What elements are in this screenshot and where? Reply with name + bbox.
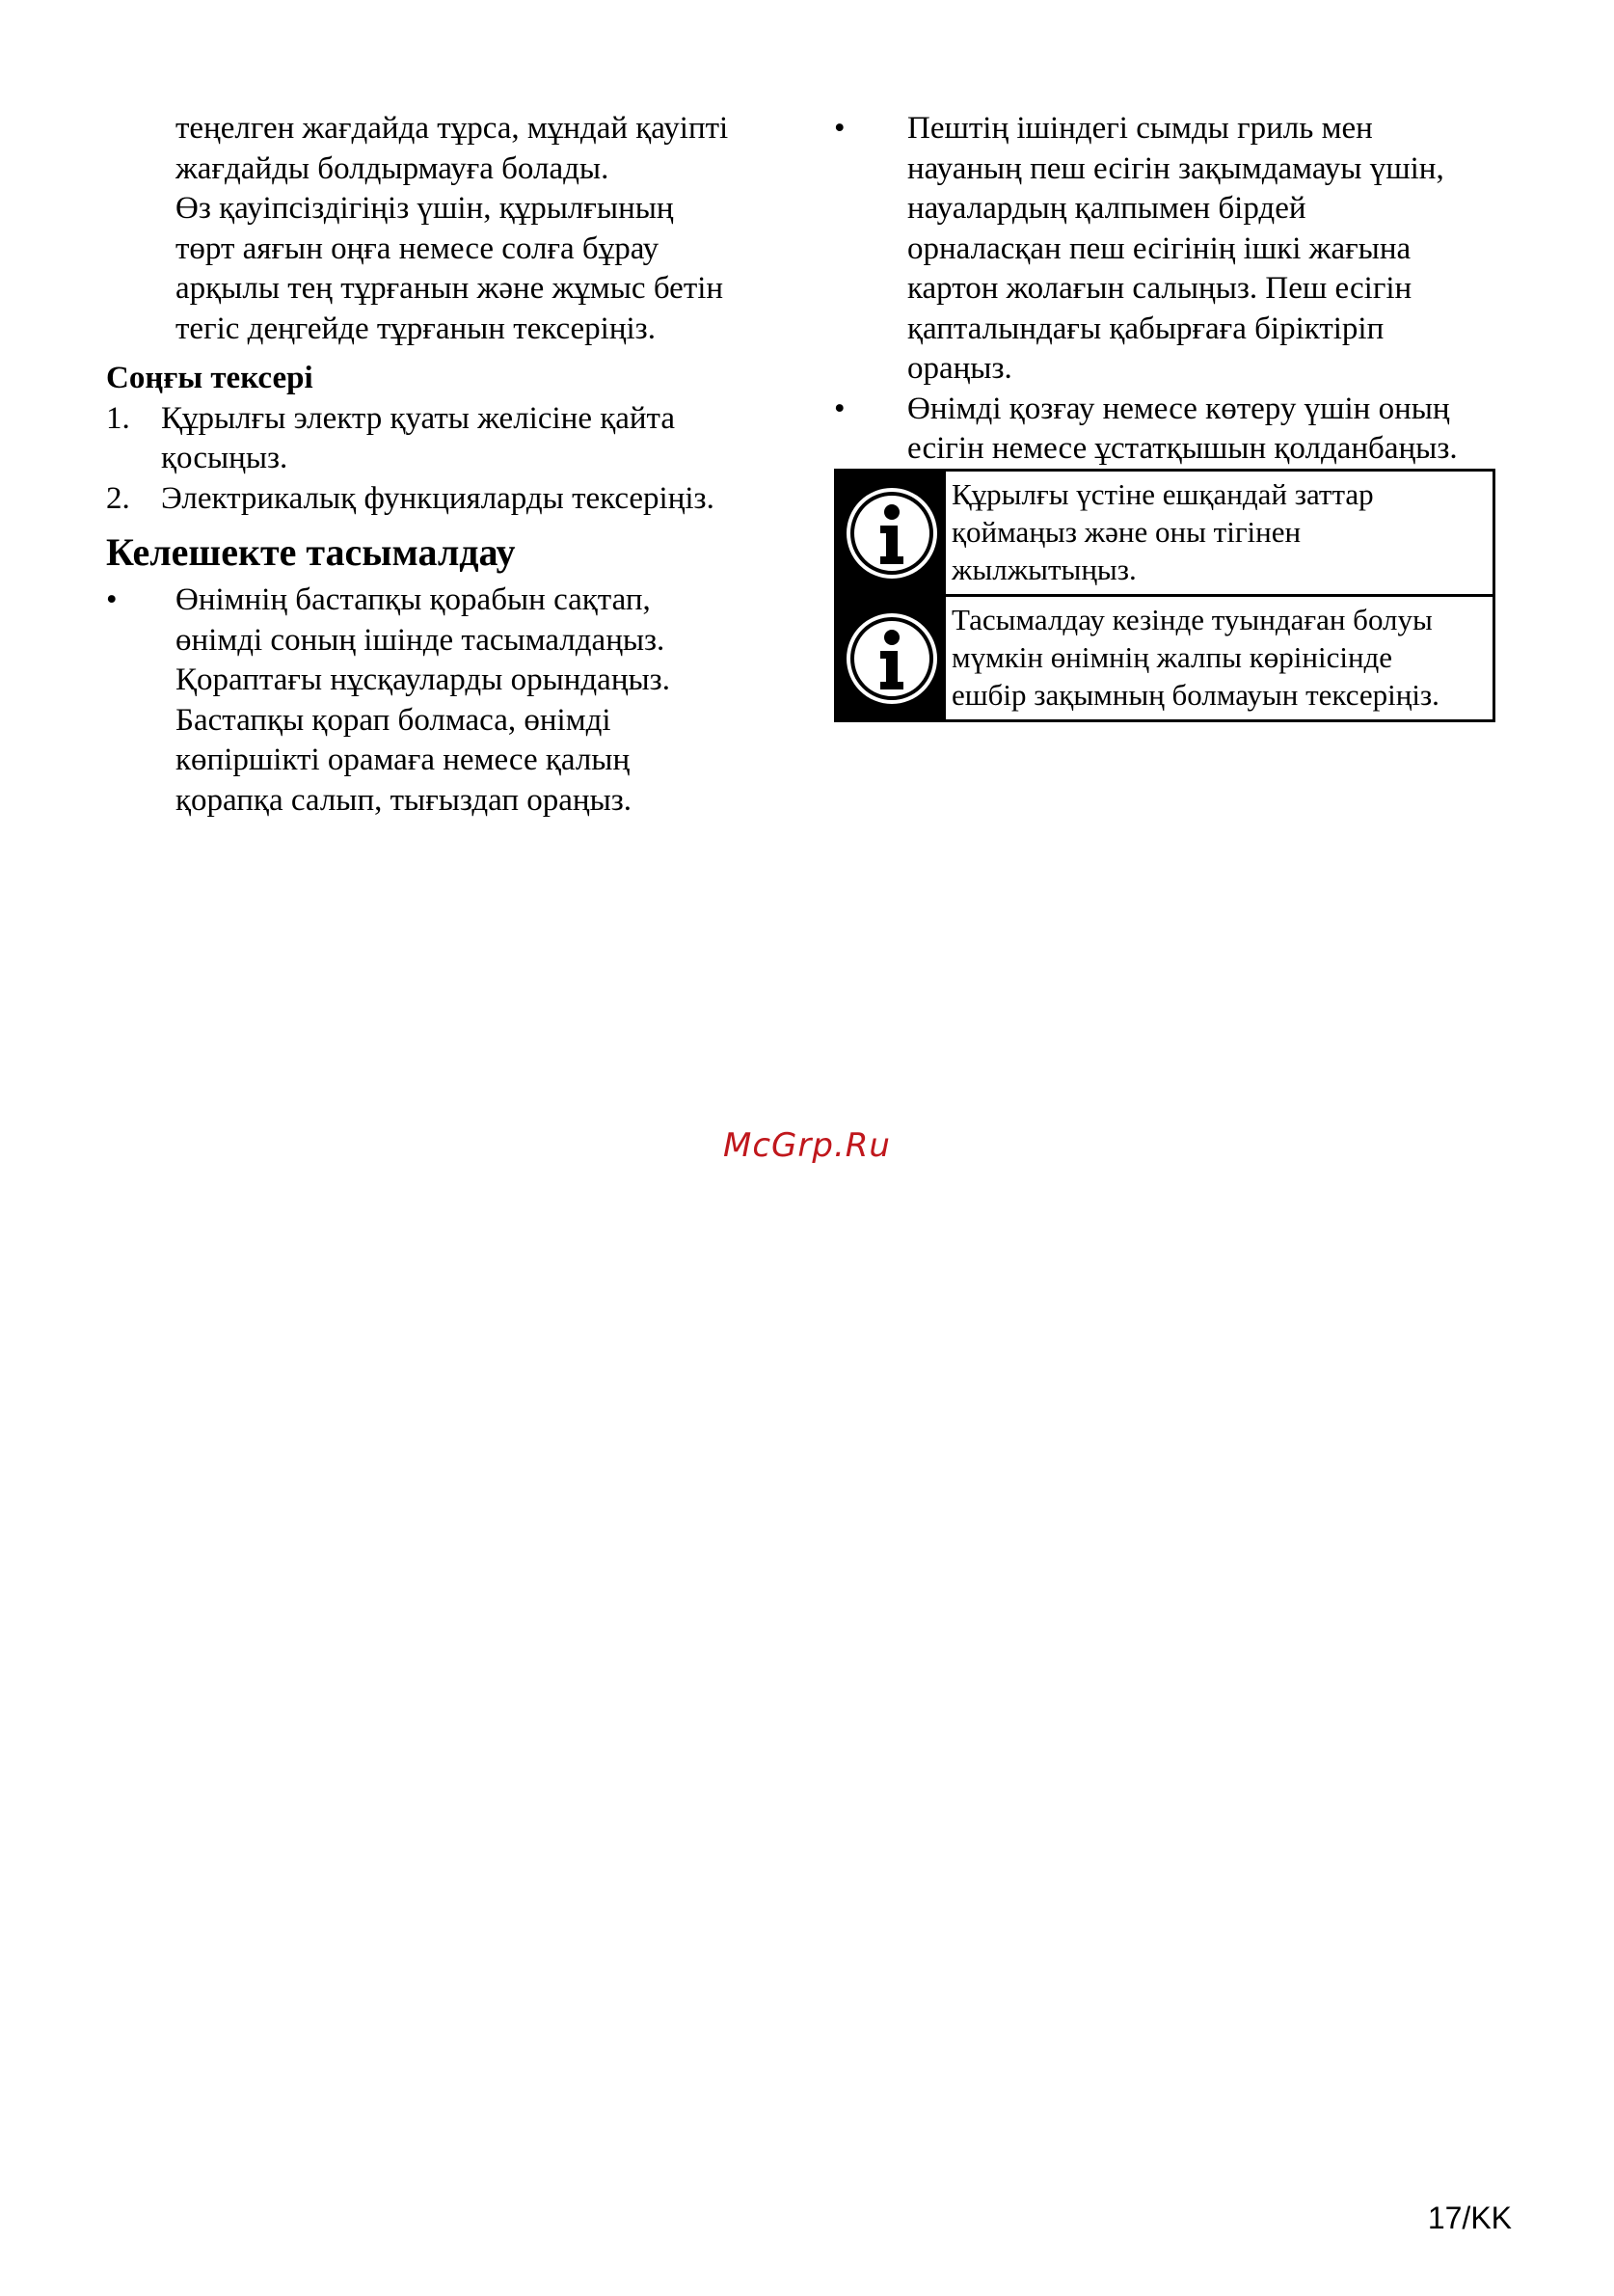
text-line: Электрикалық функцияларды тексеріңіз. (161, 480, 714, 516)
item-number: 1. (106, 400, 130, 436)
text-line: ораңыз. (907, 351, 1012, 386)
text-line: жағдайды болдырмауға болады. (175, 150, 609, 186)
transport-heading: Келешекте тасымалдау (106, 530, 516, 574)
info-note (837, 594, 1493, 719)
page-number: 17/KK (1427, 2201, 1512, 2235)
text-line: көпіршікті орамаға немесе қалың (175, 743, 631, 777)
right-column (834, 109, 1509, 470)
info-note (837, 472, 1493, 594)
info-notes-table (834, 469, 1495, 722)
final-check-title: Соңғы тексері (106, 361, 313, 395)
bullet-item (834, 390, 1509, 470)
text-line: картон жолағын салыңыз. Пеш есігін (907, 271, 1412, 306)
text-line: қапталындағы қабырғаға біріктіріп (907, 311, 1385, 346)
left-column (106, 109, 800, 821)
text-line: ешбір зақымның болмауын тексеріңіз. (952, 678, 1439, 712)
text-line: жылжытыңыз. (952, 553, 1137, 586)
text-line: тегіс деңгейде тұрғанын тексеріңіз. (175, 311, 656, 346)
bullet-item (106, 581, 800, 821)
text-line: Пештің ішіндегі сымды гриль мен (907, 111, 1373, 146)
info-icon (837, 597, 946, 719)
text-line: есігін немесе ұстатқышын қолданбаңыз. (907, 431, 1458, 466)
text-line: қоймаңыз және оны тігінен (952, 515, 1302, 549)
text-line: Тасымалдау кезінде туындаған болуы (952, 603, 1433, 636)
text-line: Бастапқы қорап болмаса, өнімді (175, 702, 611, 738)
text-line: науаның пеш есігін зақымдамауы үшін, (907, 150, 1444, 186)
text-line: өнімді соның ішінде тасымалдаңыз. (175, 622, 665, 658)
bullet-item (834, 109, 1509, 390)
text-line: Қораптағы нұсқауларды орындаңыз. (175, 662, 670, 697)
info-icon (837, 472, 946, 594)
text-line: Өнімнің бастапқы қорабын сақтап, (175, 582, 651, 617)
text-line: арқылы тең тұрғанын және жұмыс бетін (175, 271, 724, 306)
numbered-item (106, 479, 800, 520)
text-line: мүмкін өнімнің жалпы көрінісінде (952, 640, 1393, 674)
text-line: Құрылғы үстіне ешқандай заттар (952, 477, 1374, 511)
bullet-mark: • (834, 111, 846, 146)
item-number: 2. (106, 480, 130, 516)
text-line: қосыңыз. (161, 441, 288, 475)
text-line: Өз қауіпсіздігіңіз үшін, құрылғының (175, 191, 674, 226)
intro-paragraph (106, 109, 800, 349)
text-line: орналасқан пеш есігінің ішкі жағына (907, 230, 1412, 266)
text-line: Өнімді қозғау немесе көтеру үшін оның (907, 391, 1450, 426)
bullet-mark: • (834, 391, 846, 426)
text-line: төрт аяғын оңға немесе солға бұрау (175, 230, 659, 266)
watermark: McGrp.Ru (723, 1126, 891, 1165)
numbered-item (106, 399, 800, 479)
text-line: қорапқа салып, тығыздап ораңыз. (175, 782, 632, 818)
text-line: теңелген жағдайда тұрса, мұндай қауіпті (175, 111, 729, 146)
text-line: науалардың қалпымен бірдей (907, 191, 1306, 226)
text-line: Құрылғы электр қуаты желісіне қайта (161, 400, 676, 436)
bullet-mark: • (106, 582, 118, 617)
